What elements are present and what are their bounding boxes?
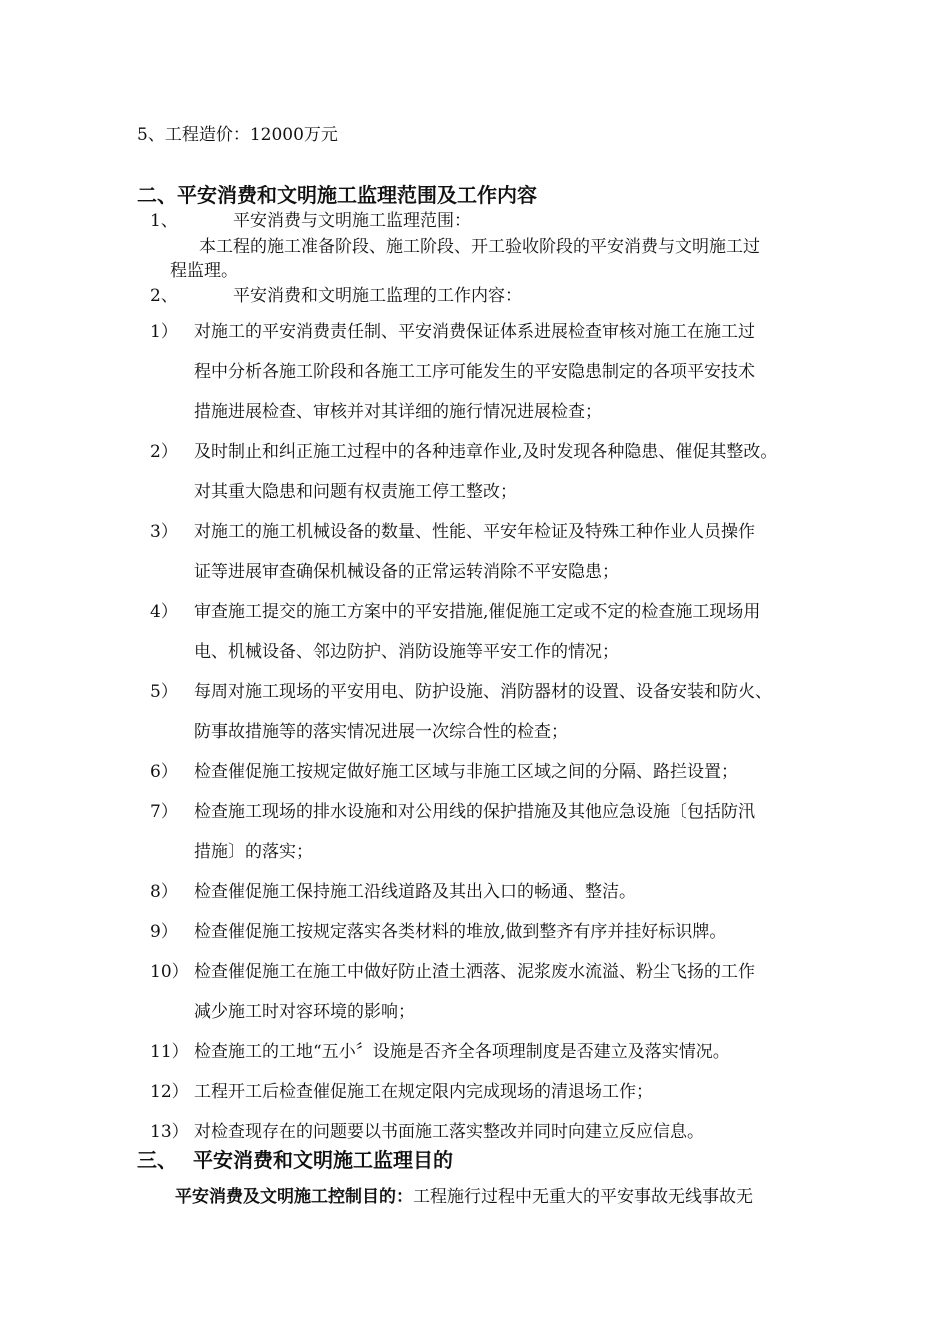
item-line: 对施工的平安消费责任制、平安消费保证体系进展检查审核对施工在施工过: [194, 322, 755, 342]
item-line: 对检查现存在的问题要以书面施工落实整改并同时向建立反应信息。: [194, 1122, 704, 1142]
item-line: 电、机械设备、邻边防护、消防设施等平安工作的情况；: [194, 642, 619, 662]
goal-text: 工程施行过程中无重大的平安事故无线事故无: [413, 1187, 753, 1207]
item-number: 6）: [150, 762, 178, 782]
sub-1-number: 1、: [150, 211, 178, 231]
item-line: 检查催促施工在施工中做好防止渣土洒落、泥浆废水流溢、粉尘飞扬的工作: [194, 962, 755, 982]
sub-2-number: 2、: [150, 286, 178, 306]
item-number: 7）: [150, 802, 178, 822]
item-number: 9）: [150, 922, 178, 942]
item-line: 检查施工的工地“五小〞设施是否齐全各项理制度是否建立及落实情况。: [194, 1042, 730, 1062]
item-number: 1）: [150, 322, 178, 342]
item-line: 检查催促施工按规定落实各类材料的堆放,做到整齐有序并挂好标识牌。: [194, 922, 727, 942]
item-line: 防事故措施等的落实情况进展一次综合性的检查；: [194, 722, 568, 742]
goal-paragraph: [175, 1185, 753, 1209]
item-line: 对其重大隐患和问题有权责施工停工整改；: [194, 482, 517, 502]
scope-line-1: 本工程的施工准备阶段、施工阶段、开工验收阶段的平安消费与文明施工过: [199, 237, 760, 257]
goal-label: 平安消费及文明施工控制目的：: [175, 1187, 413, 1207]
item-line: 每周对施工现场的平安用电、防护设施、消防器材的设置、设备安装和防火、: [194, 682, 772, 702]
item-number: 10）: [150, 962, 189, 982]
item-line: 检查催促施工保持施工沿线道路及其出入口的畅通、整洁。: [194, 882, 636, 902]
section-2-heading: 二、平安消费和文明施工监理范围及工作内容: [137, 183, 537, 207]
item-number: 13）: [150, 1122, 189, 1142]
item-number: 4）: [150, 602, 178, 622]
sub-2-title: 平安消费和文明施工监理的工作内容：: [233, 286, 522, 306]
item-number: 11）: [150, 1042, 189, 1062]
item-number: 8）: [150, 882, 178, 902]
sub-1-title: 平安消费与文明施工监理范围：: [233, 211, 471, 231]
item-line: 措施〕的落实；: [194, 842, 313, 862]
item-number: 5）: [150, 682, 178, 702]
item-line: 证等进展审查确保机械设备的正常运转消除不平安隐患；: [194, 562, 619, 582]
scope-line-2: 程监理。: [170, 261, 238, 281]
item-line: 检查施工现场的排水设施和对公用线的保护措施及其他应急设施〔包括防汛: [194, 802, 755, 822]
item-line: 减少施工时对容环境的影响；: [194, 1002, 415, 1022]
item-line: 对施工的施工机械设备的数量、性能、平安年检证及特殊工种作业人员操作: [194, 522, 755, 542]
item-line: 工程开工后检查催促施工在规定限内完成现场的清退场工作；: [194, 1082, 653, 1102]
section-3-heading: 平安消费和文明施工监理目的: [193, 1148, 453, 1172]
section-3-number: 三、: [137, 1148, 177, 1172]
item-line: 检查催促施工按规定做好施工区域与非施工区域之间的分隔、路拦设置；: [194, 762, 738, 782]
item-number: 2）: [150, 442, 178, 462]
project-cost-line: 5、工程造价：12000万元: [137, 125, 338, 145]
item-line: 措施进展检查、审核并对其详细的施行情况进展检查；: [194, 402, 602, 422]
item-line: 审查施工提交的施工方案中的平安措施,催促施工定或不定的检查施工现场用: [194, 602, 761, 622]
item-line: 及时制止和纠正施工过程中的各种违章作业,及时发现各种隐患、催促其整改。: [194, 442, 778, 462]
item-number: 12）: [150, 1082, 189, 1102]
item-line: 程中分析各施工阶段和各施工工序可能发生的平安隐患制定的各项平安技术: [194, 362, 755, 382]
item-number: 3）: [150, 522, 178, 542]
